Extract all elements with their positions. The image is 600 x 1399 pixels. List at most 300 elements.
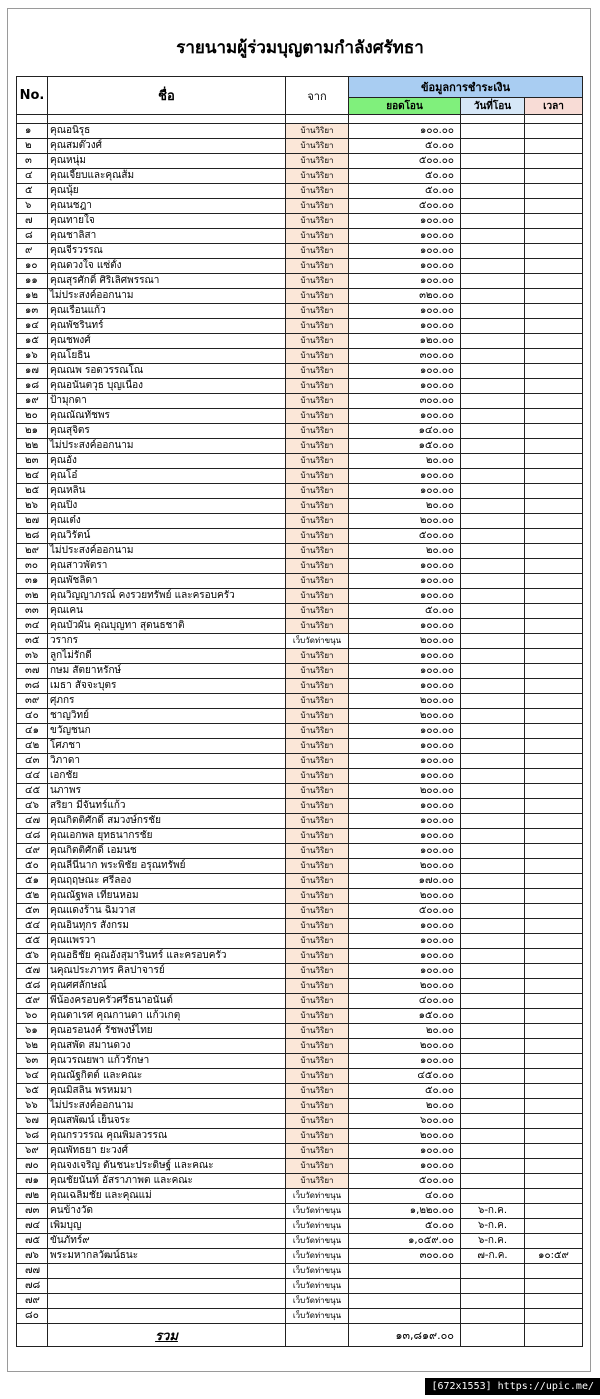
transfer-time bbox=[525, 394, 583, 409]
table-row bbox=[17, 124, 583, 139]
transfer-amount: ๔๐๐.๐๐ bbox=[349, 994, 461, 1009]
donor-name: คุณอินทุกร สังกรม bbox=[48, 919, 286, 934]
transfer-date bbox=[461, 664, 525, 679]
donor-name: ศุภกร bbox=[48, 694, 286, 709]
table-row bbox=[17, 214, 583, 229]
row-number: ๔๕ bbox=[17, 784, 48, 799]
donation-source: บ้านวิริยา bbox=[286, 199, 349, 214]
donor-name bbox=[48, 1294, 286, 1309]
row-number: ๔๑ bbox=[17, 724, 48, 739]
transfer-amount: ๒๐.๐๐ bbox=[349, 1099, 461, 1114]
donor-name: เอกชัย bbox=[48, 769, 286, 784]
donation-source: บ้านวิริยา bbox=[286, 289, 349, 304]
table-row bbox=[17, 1219, 583, 1234]
donor-name: คุณแดงร้าน ฉิมวาส bbox=[48, 904, 286, 919]
donor-name: คุณสมต๊วงศ์ bbox=[48, 139, 286, 154]
row-number: ๕๔ bbox=[17, 919, 48, 934]
donation-source: บ้านวิริยา bbox=[286, 664, 349, 679]
transfer-time bbox=[525, 649, 583, 664]
transfer-time bbox=[525, 1264, 583, 1279]
transfer-date bbox=[461, 544, 525, 559]
transfer-amount: ๒๐๐.๐๐ bbox=[349, 784, 461, 799]
transfer-amount: ๑๗๐.๐๐ bbox=[349, 874, 461, 889]
total-label: รวม bbox=[48, 1324, 286, 1347]
donation-source: บ้านวิริยา bbox=[286, 514, 349, 529]
transfer-date bbox=[461, 424, 525, 439]
transfer-time bbox=[525, 544, 583, 559]
transfer-time: ๑๐:๕๙ bbox=[525, 1249, 583, 1264]
donor-name bbox=[48, 1279, 286, 1294]
donation-source: บ้านวิริยา bbox=[286, 814, 349, 829]
table-row bbox=[17, 499, 583, 514]
donor-name: คุณมิสลิน พรหมมา bbox=[48, 1084, 286, 1099]
table-row bbox=[17, 1279, 583, 1294]
header-payment-info: ข้อมูลการชำระเงิน bbox=[349, 77, 583, 98]
row-number: ๒๒ bbox=[17, 439, 48, 454]
row-number: ๕๘ bbox=[17, 979, 48, 994]
transfer-time bbox=[525, 319, 583, 334]
donor-name: คุณอั๋ง bbox=[48, 454, 286, 469]
table-row bbox=[17, 1054, 583, 1069]
transfer-amount: ๕๐๐.๐๐ bbox=[349, 199, 461, 214]
transfer-date bbox=[461, 454, 525, 469]
transfer-time bbox=[525, 244, 583, 259]
donor-name: นภาพร bbox=[48, 784, 286, 799]
row-number: ๑๒ bbox=[17, 289, 48, 304]
table-row bbox=[17, 979, 583, 994]
transfer-amount: ๒๐๐.๐๐ bbox=[349, 889, 461, 904]
transfer-date bbox=[461, 514, 525, 529]
row-number: ๗๓ bbox=[17, 1204, 48, 1219]
transfer-time bbox=[525, 1069, 583, 1084]
table-row bbox=[17, 604, 583, 619]
transfer-time bbox=[525, 409, 583, 424]
donor-name: ไม่ประสงค์ออกนาม bbox=[48, 289, 286, 304]
transfer-amount: ๕๐.๐๐ bbox=[349, 139, 461, 154]
donor-name: คุณนุ้ย bbox=[48, 184, 286, 199]
donor-name: คุณหลิน bbox=[48, 484, 286, 499]
transfer-date bbox=[461, 379, 525, 394]
row-number: ๔๔ bbox=[17, 769, 48, 784]
transfer-date bbox=[461, 589, 525, 604]
transfer-time bbox=[525, 199, 583, 214]
transfer-amount: ๑๐๐.๐๐ bbox=[349, 409, 461, 424]
donation-source: บ้านวิริยา bbox=[286, 1099, 349, 1114]
table-row bbox=[17, 409, 583, 424]
row-number: ๓๙ bbox=[17, 694, 48, 709]
total-amount: ๑๓,๘๑๙.๐๐ bbox=[349, 1324, 461, 1347]
donor-name: คุณณัฐกิตต์ และคณะ bbox=[48, 1069, 286, 1084]
row-number: ๖๐ bbox=[17, 1009, 48, 1024]
transfer-time bbox=[525, 274, 583, 289]
transfer-amount: ๑๐๐.๐๐ bbox=[349, 214, 461, 229]
transfer-time bbox=[525, 349, 583, 364]
donor-name: คุณกิตติศักดิ์ สมวงษ์กรชัย bbox=[48, 814, 286, 829]
transfer-amount: ๑๐๐.๐๐ bbox=[349, 814, 461, 829]
row-number: ๘ bbox=[17, 229, 48, 244]
row-number: ๖๔ bbox=[17, 1069, 48, 1084]
transfer-time bbox=[525, 1144, 583, 1159]
transfer-amount: ๑๐๐.๐๐ bbox=[349, 664, 461, 679]
donation-source: บ้านวิริยา bbox=[286, 214, 349, 229]
donation-source: บ้านวิริยา bbox=[286, 454, 349, 469]
transfer-amount: ๑๐๐.๐๐ bbox=[349, 244, 461, 259]
table-row bbox=[17, 754, 583, 769]
transfer-amount: ๓๐๐.๐๐ bbox=[349, 349, 461, 364]
transfer-amount: ๕๐.๐๐ bbox=[349, 1219, 461, 1234]
donation-source: บ้านวิริยา bbox=[286, 409, 349, 424]
transfer-date bbox=[461, 874, 525, 889]
transfer-date bbox=[461, 334, 525, 349]
transfer-amount: ๑๐๐.๐๐ bbox=[349, 379, 461, 394]
transfer-amount: ๑๐๐.๐๐ bbox=[349, 919, 461, 934]
transfer-date bbox=[461, 1189, 525, 1204]
donor-name: คุณชาลิสา bbox=[48, 229, 286, 244]
transfer-amount: ๑๐๐.๐๐ bbox=[349, 484, 461, 499]
donor-name: คุณสพัด สมานดวง bbox=[48, 1039, 286, 1054]
donation-source: เว็บวัดท่าขนุน bbox=[286, 1264, 349, 1279]
donation-source: บ้านวิริยา bbox=[286, 994, 349, 1009]
donation-source: บ้านวิริยา bbox=[286, 499, 349, 514]
row-number: ๕๗ bbox=[17, 964, 48, 979]
table-row bbox=[17, 319, 583, 334]
transfer-time bbox=[525, 1234, 583, 1249]
table-row bbox=[17, 364, 583, 379]
row-number: ๒๗ bbox=[17, 514, 48, 529]
table-row bbox=[17, 514, 583, 529]
transfer-time bbox=[525, 634, 583, 649]
transfer-time bbox=[525, 529, 583, 544]
transfer-time bbox=[525, 1159, 583, 1174]
table-row bbox=[17, 184, 583, 199]
row-number: ๒๑ bbox=[17, 424, 48, 439]
transfer-time bbox=[525, 709, 583, 724]
donation-source: บ้านวิริยา bbox=[286, 619, 349, 634]
table-row bbox=[17, 1099, 583, 1114]
transfer-amount: ๑๐๐.๐๐ bbox=[349, 769, 461, 784]
transfer-time bbox=[525, 154, 583, 169]
donation-source: เว็บวัดท่าขนุน bbox=[286, 1249, 349, 1264]
row-number: ๓ bbox=[17, 154, 48, 169]
transfer-time bbox=[525, 229, 583, 244]
row-number: ๑ bbox=[17, 124, 48, 139]
row-number: ๑๙ bbox=[17, 394, 48, 409]
donation-source: บ้านวิริยา bbox=[286, 949, 349, 964]
donation-source: บ้านวิริยา bbox=[286, 649, 349, 664]
transfer-time bbox=[525, 1129, 583, 1144]
transfer-time bbox=[525, 979, 583, 994]
transfer-date bbox=[461, 904, 525, 919]
donor-name: คุณบัวผัน คุณบุญทา สุดนธชาติ bbox=[48, 619, 286, 634]
transfer-date bbox=[461, 829, 525, 844]
row-number: ๔๘ bbox=[17, 829, 48, 844]
donation-source: บ้านวิริยา bbox=[286, 304, 349, 319]
transfer-amount: ๒๐๐.๐๐ bbox=[349, 859, 461, 874]
transfer-time bbox=[525, 439, 583, 454]
transfer-date bbox=[461, 274, 525, 289]
table-row bbox=[17, 994, 583, 1009]
row-number: ๘๐ bbox=[17, 1309, 48, 1324]
transfer-amount bbox=[349, 1279, 461, 1294]
transfer-time bbox=[525, 739, 583, 754]
transfer-time bbox=[525, 784, 583, 799]
table-row bbox=[17, 1084, 583, 1099]
table-row bbox=[17, 1234, 583, 1249]
transfer-date bbox=[461, 529, 525, 544]
transfer-amount: ๒๐๐.๐๐ bbox=[349, 1039, 461, 1054]
transfer-date bbox=[461, 349, 525, 364]
donation-source: บ้านวิริยา bbox=[286, 1024, 349, 1039]
transfer-amount: ๑๐๐.๐๐ bbox=[349, 679, 461, 694]
donor-name: คุณณัณทัชพร bbox=[48, 409, 286, 424]
donation-source: บ้านวิริยา bbox=[286, 319, 349, 334]
donor-name: คุณเรือนแก้ว bbox=[48, 304, 286, 319]
table-row bbox=[17, 619, 583, 634]
transfer-amount: ๑๐๐.๐๐ bbox=[349, 1144, 461, 1159]
table-row bbox=[17, 784, 583, 799]
transfer-date bbox=[461, 1159, 525, 1174]
transfer-time bbox=[525, 604, 583, 619]
transfer-amount: ๑๐๐.๐๐ bbox=[349, 469, 461, 484]
transfer-date: ๖-ก.ค. bbox=[461, 1234, 525, 1249]
table-row bbox=[17, 769, 583, 784]
row-number: ๖๘ bbox=[17, 1129, 48, 1144]
table-row bbox=[17, 229, 583, 244]
donation-source: บ้านวิริยา bbox=[286, 544, 349, 559]
transfer-amount: ๔๐.๐๐ bbox=[349, 1189, 461, 1204]
transfer-time bbox=[525, 1024, 583, 1039]
total-from-cell bbox=[286, 1324, 349, 1347]
donation-source: บ้านวิริยา bbox=[286, 529, 349, 544]
donor-table bbox=[16, 76, 583, 1347]
transfer-date bbox=[461, 889, 525, 904]
transfer-amount: ๑๐๐.๐๐ bbox=[349, 964, 461, 979]
transfer-amount: ๑๐๐.๐๐ bbox=[349, 619, 461, 634]
header-date: วันที่โอน bbox=[461, 98, 525, 115]
transfer-amount: ๓๒๐.๐๐ bbox=[349, 289, 461, 304]
donor-name: วรากร bbox=[48, 634, 286, 649]
row-number: ๖๑ bbox=[17, 1024, 48, 1039]
transfer-time bbox=[525, 964, 583, 979]
transfer-date bbox=[461, 844, 525, 859]
donation-source: เว็บวัดท่าขนุน bbox=[286, 1294, 349, 1309]
transfer-date bbox=[461, 964, 525, 979]
table-row bbox=[17, 1069, 583, 1084]
transfer-amount bbox=[349, 1264, 461, 1279]
donor-name: คุณจงเจริญ ตันชนะประดิษฐ์ และคณะ bbox=[48, 1159, 286, 1174]
total-date-cell bbox=[461, 1324, 525, 1347]
row-number: ๓๕ bbox=[17, 634, 48, 649]
transfer-date bbox=[461, 184, 525, 199]
donor-name: พี่น้องครอบครัวศรีธนาอนันต์ bbox=[48, 994, 286, 1009]
transfer-time bbox=[525, 859, 583, 874]
transfer-date bbox=[461, 949, 525, 964]
transfer-time bbox=[525, 754, 583, 769]
transfer-date bbox=[461, 1069, 525, 1084]
donation-source: บ้านวิริยา bbox=[286, 139, 349, 154]
row-number: ๒๕ bbox=[17, 484, 48, 499]
transfer-amount: ๑๐๐.๐๐ bbox=[349, 649, 461, 664]
donor-name: คุณชพงศ์ bbox=[48, 334, 286, 349]
transfer-time bbox=[525, 799, 583, 814]
transfer-time bbox=[525, 1009, 583, 1024]
donor-name: ลูกไม่รักดี bbox=[48, 649, 286, 664]
donor-name: คุณแพรวา bbox=[48, 934, 286, 949]
donor-name: กษม สัตยาหรักษ์ bbox=[48, 664, 286, 679]
transfer-date bbox=[461, 229, 525, 244]
donor-name: คุณดวงใจ แซ่ตั้ง bbox=[48, 259, 286, 274]
donor-name: คุณจีรวรรณ bbox=[48, 244, 286, 259]
transfer-time bbox=[525, 1084, 583, 1099]
row-number: ๑๘ bbox=[17, 379, 48, 394]
transfer-amount: ๑,๐๕๙.๐๐ bbox=[349, 1234, 461, 1249]
donation-source: เว็บวัดท่าขนุน bbox=[286, 634, 349, 649]
row-number: ๗๒ bbox=[17, 1189, 48, 1204]
transfer-amount: ๒๐๐.๐๐ bbox=[349, 709, 461, 724]
donation-source: บ้านวิริยา bbox=[286, 604, 349, 619]
donor-name: โศภชา bbox=[48, 739, 286, 754]
transfer-date bbox=[461, 679, 525, 694]
transfer-amount: ๕๐๐.๐๐ bbox=[349, 1174, 461, 1189]
donation-source: บ้านวิริยา bbox=[286, 1159, 349, 1174]
transfer-date bbox=[461, 1174, 525, 1189]
row-number: ๓๓ bbox=[17, 604, 48, 619]
transfer-amount: ๒๐.๐๐ bbox=[349, 454, 461, 469]
transfer-date bbox=[461, 619, 525, 634]
transfer-time bbox=[525, 214, 583, 229]
donor-name: คุณนชฎา bbox=[48, 199, 286, 214]
transfer-date bbox=[461, 979, 525, 994]
donor-name: คนข้างวัด bbox=[48, 1204, 286, 1219]
donation-source: เว็บวัดท่าขนุน bbox=[286, 1309, 349, 1324]
header-no: No. bbox=[17, 77, 48, 115]
row-number: ๖๒ bbox=[17, 1039, 48, 1054]
donation-source: เว็บวัดท่าขนุน bbox=[286, 1279, 349, 1294]
table-row bbox=[17, 244, 583, 259]
transfer-time bbox=[525, 994, 583, 1009]
transfer-date: ๗-ก.ค. bbox=[461, 1249, 525, 1264]
transfer-date bbox=[461, 574, 525, 589]
transfer-date bbox=[461, 754, 525, 769]
donor-name: วิภาดา bbox=[48, 754, 286, 769]
transfer-date bbox=[461, 859, 525, 874]
transfer-time bbox=[525, 1174, 583, 1189]
table-row bbox=[17, 439, 583, 454]
table-row bbox=[17, 1264, 583, 1279]
transfer-time bbox=[525, 904, 583, 919]
row-number: ๑๗ bbox=[17, 364, 48, 379]
row-number: ๓๐ bbox=[17, 559, 48, 574]
transfer-time bbox=[525, 769, 583, 784]
row-number: ๒๖ bbox=[17, 499, 48, 514]
donation-source: บ้านวิริยา bbox=[286, 484, 349, 499]
transfer-time bbox=[525, 184, 583, 199]
header-name: ชื่อ bbox=[48, 77, 286, 115]
donor-name: ขวัญชนก bbox=[48, 724, 286, 739]
donation-source: บ้านวิริยา bbox=[286, 124, 349, 139]
transfer-amount bbox=[349, 1309, 461, 1324]
transfer-time bbox=[525, 499, 583, 514]
donor-name: เพิ่มบุญ bbox=[48, 1219, 286, 1234]
row-number: ๒๙ bbox=[17, 544, 48, 559]
table-row bbox=[17, 1189, 583, 1204]
transfer-amount: ๑๐๐.๐๐ bbox=[349, 229, 461, 244]
total-row bbox=[17, 1324, 583, 1347]
row-number: ๖ bbox=[17, 199, 48, 214]
donor-name: คุณฤฤษณะ ศรีลอง bbox=[48, 874, 286, 889]
transfer-date bbox=[461, 1264, 525, 1279]
donation-source: บ้านวิริยา bbox=[286, 829, 349, 844]
row-number: ๗ bbox=[17, 214, 48, 229]
row-number: ๗๘ bbox=[17, 1279, 48, 1294]
transfer-amount: ๑๐๐.๐๐ bbox=[349, 304, 461, 319]
transfer-amount: ๑๐๐.๐๐ bbox=[349, 364, 461, 379]
donation-source: บ้านวิริยา bbox=[286, 1129, 349, 1144]
donor-name: คุณหนุ่ม bbox=[48, 154, 286, 169]
donation-source: บ้านวิริยา bbox=[286, 154, 349, 169]
transfer-date bbox=[461, 1009, 525, 1024]
table-row bbox=[17, 844, 583, 859]
table-row bbox=[17, 559, 583, 574]
donation-source: บ้านวิริยา bbox=[286, 1084, 349, 1099]
donor-name: คุณสพัฒน์ เย็นจระ bbox=[48, 1114, 286, 1129]
row-number: ๒๐ bbox=[17, 409, 48, 424]
row-number: ๓๔ bbox=[17, 619, 48, 634]
transfer-date bbox=[461, 319, 525, 334]
transfer-time bbox=[525, 679, 583, 694]
header-from: จาก bbox=[286, 77, 349, 115]
donation-source: บ้านวิริยา bbox=[286, 1054, 349, 1069]
transfer-amount: ๖๐๐.๐๐ bbox=[349, 1114, 461, 1129]
transfer-time bbox=[525, 259, 583, 274]
table-row bbox=[17, 199, 583, 214]
row-number: ๗๐ bbox=[17, 1159, 48, 1174]
transfer-date bbox=[461, 484, 525, 499]
table-body bbox=[17, 115, 583, 1324]
row-number: ๕๕ bbox=[17, 934, 48, 949]
table-row bbox=[17, 889, 583, 904]
transfer-amount: ๑๒๐.๐๐ bbox=[349, 334, 461, 349]
donor-name: คุณอนิรุธ bbox=[48, 124, 286, 139]
donor-name bbox=[48, 1309, 286, 1324]
transfer-amount: ๒๐.๐๐ bbox=[349, 544, 461, 559]
donor-name: คุณเอกพล ยุทธนากรชัย bbox=[48, 829, 286, 844]
transfer-time bbox=[525, 469, 583, 484]
donor-name: คุณอธิชัย คุณอังสุมารินทร์ และครอบครัว bbox=[48, 949, 286, 964]
donor-name: ไม่ประสงค์ออกนาม bbox=[48, 1099, 286, 1114]
donation-source: บ้านวิริยา bbox=[286, 349, 349, 364]
row-number: ๔ bbox=[17, 169, 48, 184]
row-number: ๑๕ bbox=[17, 334, 48, 349]
donation-source: บ้านวิริยา bbox=[286, 694, 349, 709]
donation-source: บ้านวิริยา bbox=[286, 574, 349, 589]
table-row bbox=[17, 259, 583, 274]
transfer-date bbox=[461, 244, 525, 259]
table-row bbox=[17, 724, 583, 739]
donation-source: บ้านวิริยา bbox=[286, 424, 349, 439]
transfer-time bbox=[525, 1219, 583, 1234]
transfer-date bbox=[461, 799, 525, 814]
transfer-date bbox=[461, 1294, 525, 1309]
page-title: รายนามผู้ร่วมบุญตามกำลังศรัทธา bbox=[176, 38, 424, 58]
transfer-amount: ๕๐.๐๐ bbox=[349, 604, 461, 619]
table-row bbox=[17, 469, 583, 484]
transfer-amount: ๒๐๐.๐๐ bbox=[349, 634, 461, 649]
transfer-date bbox=[461, 1279, 525, 1294]
transfer-date bbox=[461, 439, 525, 454]
donation-source: บ้านวิริยา bbox=[286, 919, 349, 934]
transfer-time bbox=[525, 694, 583, 709]
